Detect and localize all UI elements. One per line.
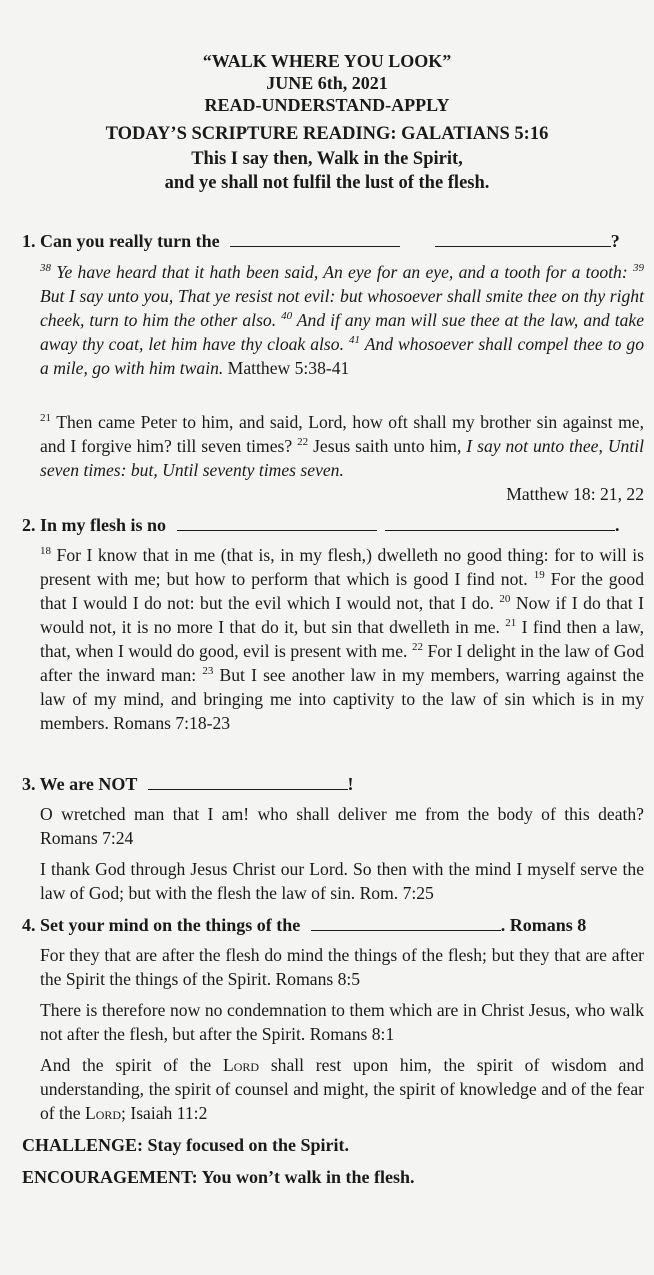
verse-text: For the good that I would I do not: but the evil which I would not, that I do.: [40, 569, 644, 613]
sermon-date: JUNE 6th, 2021: [266, 73, 388, 93]
header: [0, 50, 654, 195]
question-1-label: 1. Can you really turn the: [22, 231, 220, 251]
fill-blank[interactable]: [435, 230, 611, 247]
verse-text: But I see another law in my members, warring against the law of my mind, and bringing me into captivity to the law of sin which is in my members. Romans 7:18-23: [40, 665, 644, 733]
scripture-heading: TODAY’S SCRIPTURE READING: GALATIANS 5:16: [105, 124, 549, 144]
sermon-title: “WALK WHERE YOU LOOK”: [202, 51, 452, 71]
scripture-romans-8-5: For they that are after the flesh do mind the things of the flesh; but they that are after the Spirit the things of the Spirit. Romans 8:5: [40, 945, 644, 989]
verse-text: For I delight in the law of God after the inward man:: [40, 641, 645, 685]
verse-text: I find then a law, that, when I would do good, evil is present with me.: [40, 617, 645, 661]
fill-blank[interactable]: [148, 773, 348, 790]
fill-blank[interactable]: [385, 514, 615, 531]
verse-reference: Matthew 5:38-41: [223, 358, 350, 378]
verse-number: 22: [411, 641, 423, 654]
verse-text: shall rest upon him, the spirit of wisdom and understanding, the spirit of counsel and might, the spirit of knowledge and of the fear of the: [40, 1055, 644, 1123]
encouragement: ENCOURAGEMENT: You won’t walk in the flesh.: [22, 1167, 415, 1187]
verse-text: And if any man will sue thee at the law, and take away thy coat, let him have thy cloak also.: [40, 310, 644, 354]
verse-number: 18: [40, 545, 51, 558]
scripture-romans-7-18: [40, 543, 644, 735]
scripture-romans-8-1: There is therefore now no condemnation to them which are in Christ Jesus, who walk not after the flesh, but after the Spirit. Romans 8:1: [40, 1000, 644, 1044]
fill-blank[interactable]: [177, 514, 377, 531]
question-2-end: .: [615, 515, 620, 535]
fill-blank[interactable]: [230, 230, 400, 247]
verse-text: Ye have heard that it hath been said, An eye for an eye, and a tooth for a tooth:: [51, 262, 633, 282]
question-4-end: . Romans 8: [500, 915, 587, 935]
key-verse-line-1: This I say then, Walk in the Spirit,: [191, 149, 463, 169]
verse-text: For I know that in me (that is, in my flesh,) dwelleth no good thing: for to will is present with me; but how to perform that which is good I find not.: [40, 545, 644, 589]
question-3-end: !: [347, 774, 354, 794]
verse-number: 40: [281, 310, 293, 323]
verse-text: And whosoever shall compel thee to go a mile, go with him twain.: [40, 334, 644, 378]
question-4-label: 4. Set your mind on the things of the: [22, 915, 301, 935]
verse-number: 21: [505, 617, 517, 630]
scripture-isaiah-11-2: [40, 1053, 644, 1125]
verse-text: Jesus saith unto him,: [308, 436, 467, 456]
lord-small-caps: Lord: [84, 1103, 122, 1123]
question-1-end: ?: [610, 231, 620, 251]
verse-text: Now if I do that I would not, it is no more I that do it, but sin that dwelleth in me.: [40, 593, 645, 637]
question-1: [22, 230, 646, 252]
verse-number: 39: [633, 262, 644, 275]
verse-text-italic: I say not unto thee, Until seven times: but, Until seventy times seven.: [40, 436, 644, 480]
sermon-theme: READ-UNDERSTAND-APPLY: [204, 95, 450, 115]
verse-text: ; Isaiah 11:2: [121, 1103, 208, 1123]
verse-number: 23: [202, 665, 214, 678]
verse-text: Then came Peter to him, and said, Lord, how oft shall my brother sin against me, and I forgive him? till seven times?: [40, 412, 644, 456]
verse-text: But I say unto you, That ye resist not evil: but whosoever shall smite thee on thy right cheek, turn to him the other also.: [40, 286, 644, 330]
verse-reference: Matthew 18: 21, 22: [506, 484, 644, 504]
scripture-matthew-5: [40, 260, 644, 380]
verse-number: 38: [40, 262, 51, 275]
verse-text: And the spirit of the: [40, 1055, 223, 1075]
verse-number: 41: [349, 334, 360, 347]
question-2: [22, 514, 646, 536]
verse-number: 19: [533, 569, 545, 582]
verse-number: 20: [499, 593, 511, 606]
question-3: [22, 773, 646, 795]
scripture-matthew-18: [40, 410, 644, 506]
lord-small-caps: Lord: [222, 1055, 260, 1075]
scripture-romans-7-24: O wretched man that I am! who shall deliver me from the body of this death? Romans 7:24: [40, 804, 644, 848]
challenge: CHALLENGE: Stay focused on the Spirit.: [22, 1135, 350, 1155]
key-verse-line-2: and ye shall not fulfil the lust of the flesh.: [164, 173, 490, 193]
verse-number: 22: [297, 436, 309, 449]
question-4: [22, 914, 646, 936]
question-3-label: 3. We are NOT: [22, 774, 138, 794]
question-2-label: 2. In my flesh is no: [22, 515, 167, 535]
fill-blank[interactable]: [311, 914, 501, 931]
verse-number: 21: [40, 412, 51, 425]
scripture-romans-7-25: I thank God through Jesus Christ our Lord. So then with the mind I myself serve the law of God; but with the flesh the law of sin. Rom. 7:25: [40, 859, 644, 903]
